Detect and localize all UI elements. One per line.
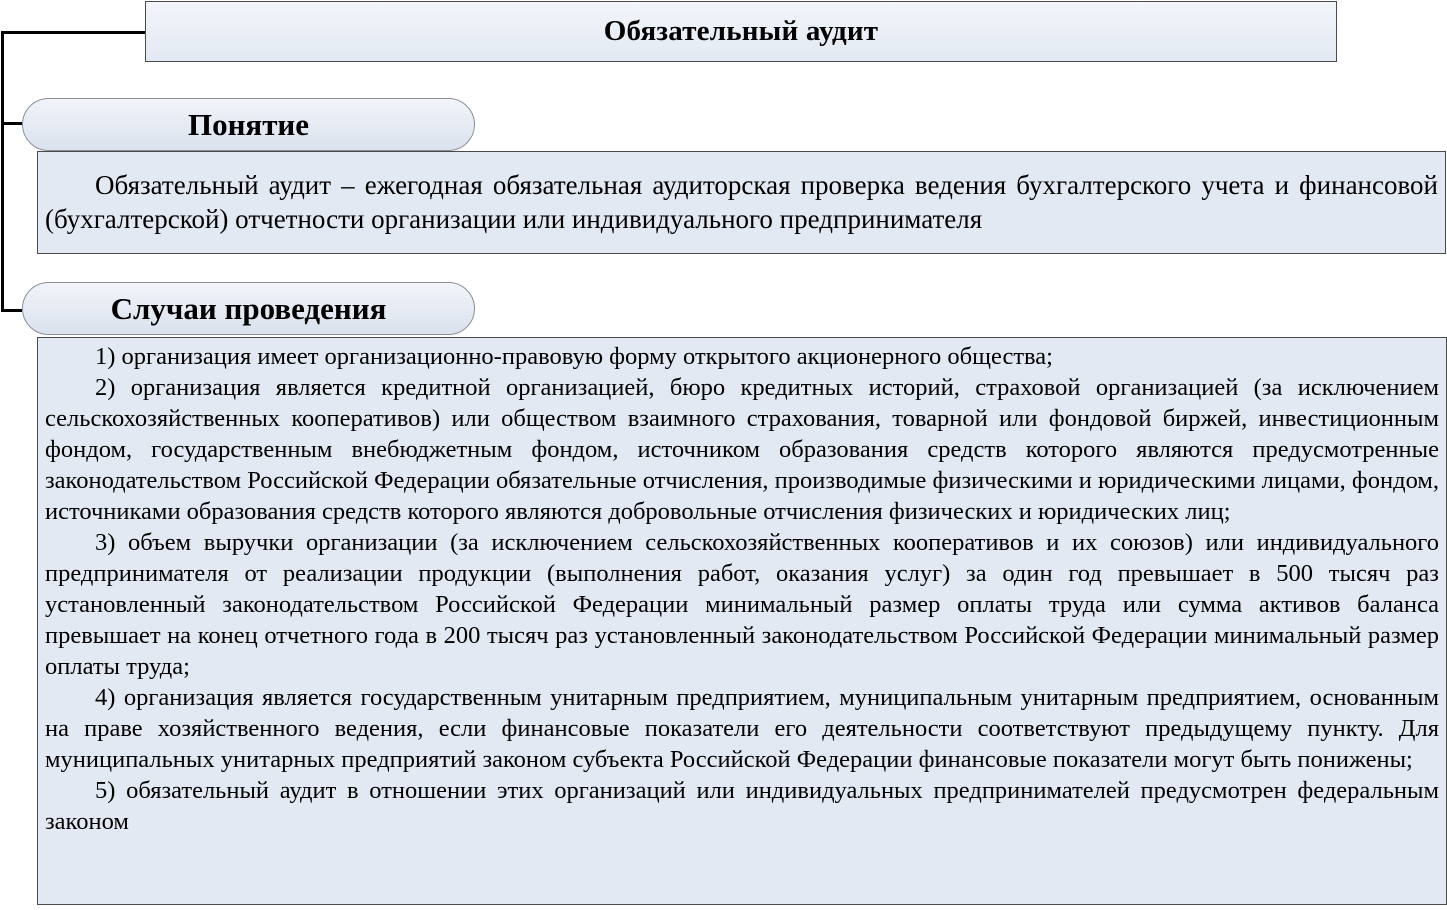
connector-cases-branch [1,309,22,312]
concept-heading-box [22,98,475,151]
case-item-5: 5) обязательный аудит в отношении этих организаций или индивидуальных предпринимателей предусмотрен федеральным законом [45,777,1439,835]
connector-concept-branch [1,122,22,125]
case-item-2: 2) организация является кредитной организацией, бюро кредитных историй, страховой организацией (за исключением сельскохозяйственных кооперативов) или обществом взаимного страхования, товарной или фондовой биржей, инвестиционным фондом, государственным внебюджетным фондом, источником образования средств которого являются предусмотренные законодательством Российской Федерации обязательные отчисления, производимые физическими и юридическими лицами, фондом, источниками образования средств которого являются добровольные отчисления физических и юридических лиц; [45,374,1439,525]
concept-definition-box [37,151,1446,254]
case-item-3: 3) объем выручки организации (за исключением сельскохозяйственных кооперативов и их союзов) или индивидуального предпринимателя от реализации продукции (выполнения работ, оказания услуг) за один год превышает в 500 тысяч раз установленный законодательством Российской Федерации минимальный размер оплаты труда или сумма активов баланса превышает на конец отчетного года в 200 тысяч раз установленный законодательством Российской Федерации минимальный размер оплаты труда; [45,529,1439,680]
concept-definition-text: Обязательный аудит – ежегодная обязательная аудиторская проверка ведения бухгалтерского учета и финансовой (бухгалтерской) отчетности организации или индивидуального предпринимателя [45,170,1438,234]
connector-vertical [1,31,4,312]
cases-heading: Случаи проведения [110,290,387,326]
diagram-title-box [145,1,1337,62]
cases-list-box [37,337,1447,905]
case-item-4: 4) организация является государственным унитарным предприятием, муниципальным унитарным предприятием, основанным на праве хозяйственного ведения, если финансовые показатели его деятельности соответствуют предыдущему пункту. Для муниципальных унитарных предприятий законом субъекта Российской Федерации финансовые показатели могут быть понижены; [45,684,1439,773]
case-item-1: 1) организация имеет организационно-правовую форму открытого акционерного общества; [95,343,1053,370]
cases-heading-box [22,282,475,335]
concept-heading: Понятие [187,106,310,142]
diagram-title: Обязательный аудит [603,15,879,47]
connector-top-horizontal [1,31,146,34]
